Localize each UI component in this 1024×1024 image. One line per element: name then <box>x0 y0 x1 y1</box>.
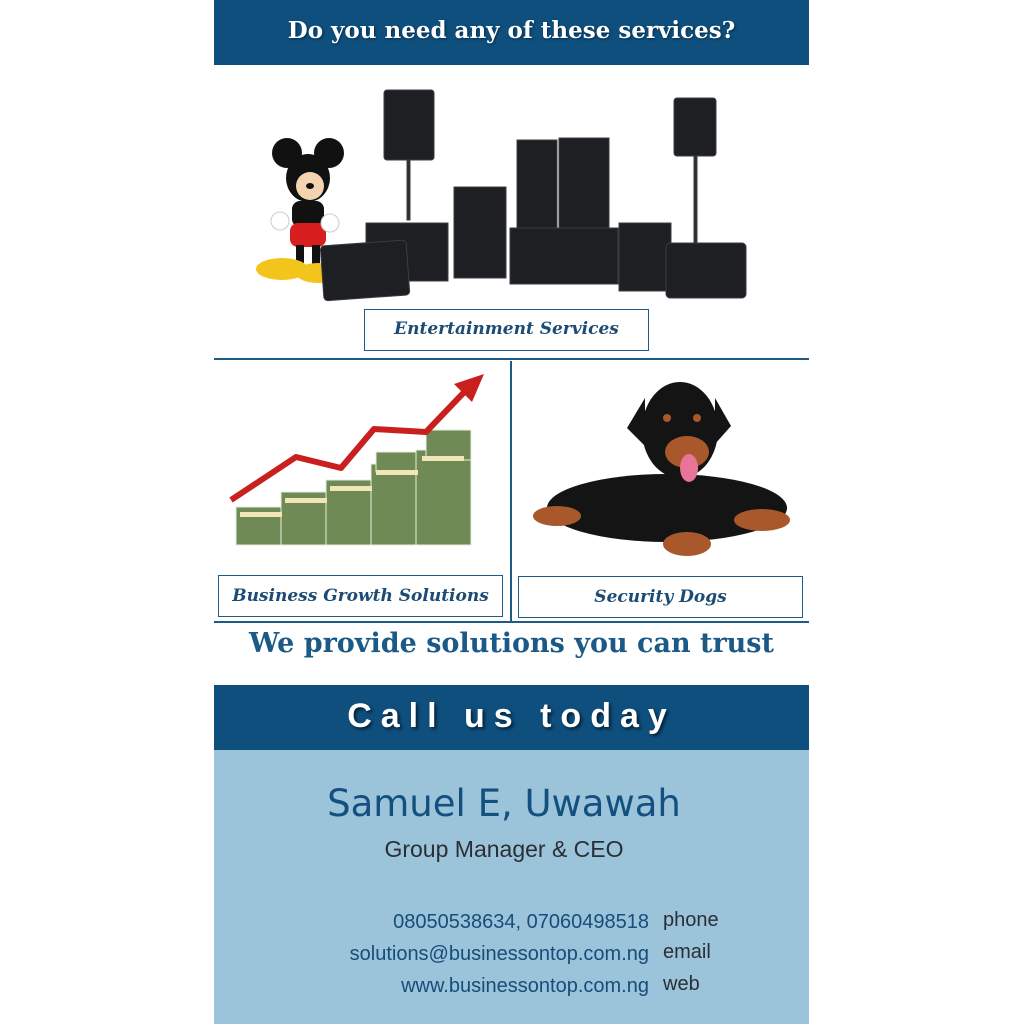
divider-bottom <box>214 621 809 623</box>
entertainment-section <box>214 65 809 359</box>
speakers-and-cartoon-mouse-image <box>214 83 809 323</box>
web-value[interactable]: www.businessontop.com.ng <box>401 975 649 997</box>
web-key: web <box>663 973 700 995</box>
entertainment-services-label: Entertainment Services <box>364 309 649 351</box>
security-dogs-label: Security Dogs <box>518 576 803 618</box>
contact-name: Samuel E, Uwawah <box>327 782 681 825</box>
business-growth-label: Business Growth Solutions <box>218 575 503 617</box>
contact-row-web <box>214 975 809 1005</box>
divider-top <box>214 358 809 360</box>
rottweiler-dog-image <box>517 368 802 568</box>
dog-figure <box>533 382 790 556</box>
contact-row-phone <box>214 911 809 941</box>
email-value[interactable]: solutions@businessontop.com.ng <box>349 943 649 965</box>
phone-key: phone <box>663 909 719 931</box>
flyer <box>214 0 809 1024</box>
header-banner: Do you need any of these services? <box>214 0 809 65</box>
divider-vertical <box>510 361 512 622</box>
tagline: We provide solutions you can trust <box>249 628 774 659</box>
contact-role: Group Manager & CEO <box>384 836 624 862</box>
email-key: email <box>663 941 711 963</box>
call-to-action-banner: Call us today <box>214 685 809 750</box>
pa-speaker-set <box>320 90 746 301</box>
contact-panel <box>214 750 809 1024</box>
money-stacks-with-rising-arrow-image <box>226 372 506 552</box>
contact-row-email <box>214 943 809 973</box>
phone-value[interactable]: 08050538634, 07060498518 <box>393 911 649 933</box>
